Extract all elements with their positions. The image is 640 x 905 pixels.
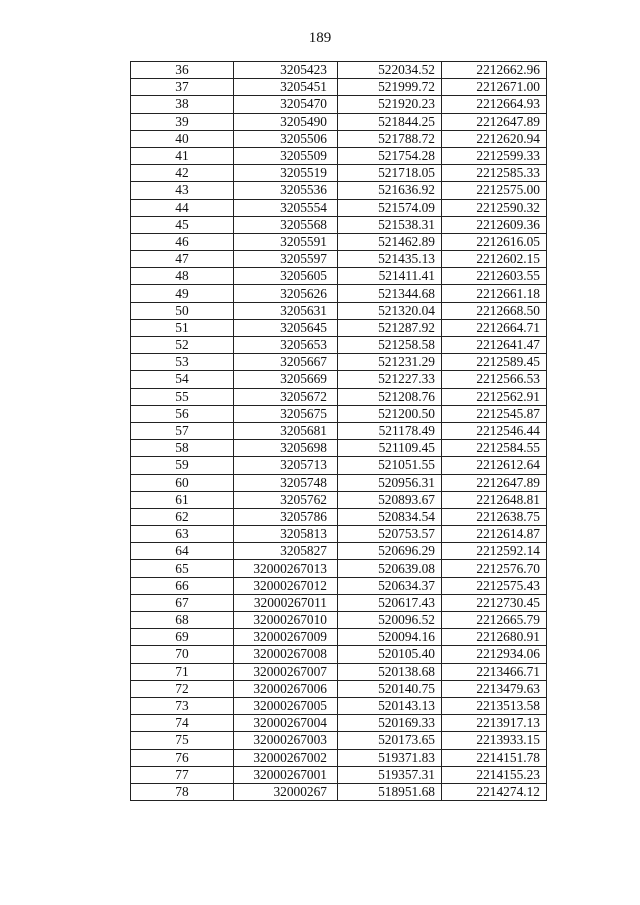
table-row: [131, 474, 547, 491]
point-code-cell: 3205669: [234, 371, 338, 388]
point-code-cell: 3205645: [234, 319, 338, 336]
table-row: [131, 663, 547, 680]
table-row: [131, 560, 547, 577]
table-row: [131, 96, 547, 113]
y-coordinate-cell: 2212603.55: [442, 268, 547, 285]
table-row: [131, 457, 547, 474]
y-coordinate-cell: 2212589.45: [442, 354, 547, 371]
point-number-cell: 55: [131, 388, 234, 405]
table-row: [131, 285, 547, 302]
point-number-cell: 76: [131, 749, 234, 766]
y-coordinate-cell: 2212665.79: [442, 612, 547, 629]
x-coordinate-cell: 519371.83: [338, 749, 442, 766]
point-number-cell: 45: [131, 216, 234, 233]
point-number-cell: 59: [131, 457, 234, 474]
point-number-cell: 47: [131, 251, 234, 268]
point-code-cell: 3205626: [234, 285, 338, 302]
point-number-cell: 54: [131, 371, 234, 388]
x-coordinate-cell: 520617.43: [338, 594, 442, 611]
point-code-cell: 3205672: [234, 388, 338, 405]
point-number-cell: 78: [131, 783, 234, 800]
point-number-cell: 60: [131, 474, 234, 491]
x-coordinate-cell: 520753.57: [338, 526, 442, 543]
y-coordinate-cell: 2212662.96: [442, 62, 547, 79]
point-code-cell: 3205605: [234, 268, 338, 285]
point-code-cell: 3205762: [234, 491, 338, 508]
table-row: [131, 612, 547, 629]
point-number-cell: 43: [131, 182, 234, 199]
x-coordinate-cell: 521999.72: [338, 79, 442, 96]
point-number-cell: 42: [131, 165, 234, 182]
point-number-cell: 62: [131, 508, 234, 525]
y-coordinate-cell: 2212668.50: [442, 302, 547, 319]
point-code-cell: 3205681: [234, 422, 338, 439]
point-code-cell: 3205536: [234, 182, 338, 199]
point-code-cell: 3205667: [234, 354, 338, 371]
y-coordinate-cell: 2212566.53: [442, 371, 547, 388]
point-code-cell: 3205827: [234, 543, 338, 560]
y-coordinate-cell: 2212575.00: [442, 182, 547, 199]
y-coordinate-cell: 2212620.94: [442, 130, 547, 147]
y-coordinate-cell: 2212546.44: [442, 422, 547, 439]
table-row: [131, 79, 547, 96]
y-coordinate-cell: 2212664.93: [442, 96, 547, 113]
point-number-cell: 67: [131, 594, 234, 611]
point-number-cell: 68: [131, 612, 234, 629]
point-code-cell: 32000267006: [234, 680, 338, 697]
y-coordinate-cell: 2213917.13: [442, 715, 547, 732]
y-coordinate-cell: 2212576.70: [442, 560, 547, 577]
point-number-cell: 37: [131, 79, 234, 96]
table-row: [131, 302, 547, 319]
table-row: [131, 130, 547, 147]
point-number-cell: 63: [131, 526, 234, 543]
y-coordinate-cell: 2213933.15: [442, 732, 547, 749]
point-code-cell: 3205519: [234, 165, 338, 182]
point-code-cell: 32000267010: [234, 612, 338, 629]
point-code-cell: 32000267004: [234, 715, 338, 732]
table-row: [131, 526, 547, 543]
y-coordinate-cell: 2212545.87: [442, 405, 547, 422]
y-coordinate-cell: 2212612.64: [442, 457, 547, 474]
x-coordinate-cell: 521636.92: [338, 182, 442, 199]
x-coordinate-cell: 521051.55: [338, 457, 442, 474]
y-coordinate-cell: 2214274.12: [442, 783, 547, 800]
table-row: [131, 354, 547, 371]
x-coordinate-cell: 521344.68: [338, 285, 442, 302]
table-row: [131, 216, 547, 233]
point-number-cell: 69: [131, 629, 234, 646]
coordinates-table: [130, 61, 547, 801]
table-row: [131, 233, 547, 250]
point-number-cell: 73: [131, 697, 234, 714]
point-code-cell: 3205506: [234, 130, 338, 147]
table-row: [131, 182, 547, 199]
table-row: [131, 508, 547, 525]
point-number-cell: 56: [131, 405, 234, 422]
y-coordinate-cell: 2213513.58: [442, 697, 547, 714]
point-code-cell: 3205653: [234, 337, 338, 354]
point-code-cell: 3205698: [234, 440, 338, 457]
x-coordinate-cell: 520138.68: [338, 663, 442, 680]
x-coordinate-cell: 520096.52: [338, 612, 442, 629]
y-coordinate-cell: 2212638.75: [442, 508, 547, 525]
point-number-cell: 36: [131, 62, 234, 79]
x-coordinate-cell: 520834.54: [338, 508, 442, 525]
x-coordinate-cell: 521411.41: [338, 268, 442, 285]
point-code-cell: 3205554: [234, 199, 338, 216]
y-coordinate-cell: 2214155.23: [442, 766, 547, 783]
point-number-cell: 49: [131, 285, 234, 302]
point-code-cell: 3205786: [234, 508, 338, 525]
y-coordinate-cell: 2212671.00: [442, 79, 547, 96]
x-coordinate-cell: 521788.72: [338, 130, 442, 147]
x-coordinate-cell: 521462.89: [338, 233, 442, 250]
y-coordinate-cell: 2212614.87: [442, 526, 547, 543]
table-row: [131, 440, 547, 457]
point-code-cell: 32000267009: [234, 629, 338, 646]
table-row: [131, 646, 547, 663]
table-row: [131, 165, 547, 182]
y-coordinate-cell: 2213479.63: [442, 680, 547, 697]
y-coordinate-cell: 2212575.43: [442, 577, 547, 594]
point-code-cell: 3205675: [234, 405, 338, 422]
point-number-cell: 74: [131, 715, 234, 732]
point-number-cell: 44: [131, 199, 234, 216]
point-number-cell: 71: [131, 663, 234, 680]
x-coordinate-cell: 521258.58: [338, 337, 442, 354]
point-number-cell: 40: [131, 130, 234, 147]
y-coordinate-cell: 2213466.71: [442, 663, 547, 680]
table-row: [131, 337, 547, 354]
y-coordinate-cell: 2212616.05: [442, 233, 547, 250]
x-coordinate-cell: 521435.13: [338, 251, 442, 268]
point-number-cell: 58: [131, 440, 234, 457]
y-coordinate-cell: 2212590.32: [442, 199, 547, 216]
point-code-cell: 3205631: [234, 302, 338, 319]
table-row: [131, 715, 547, 732]
table-row: [131, 371, 547, 388]
point-number-cell: 48: [131, 268, 234, 285]
x-coordinate-cell: 520956.31: [338, 474, 442, 491]
x-coordinate-cell: 521574.09: [338, 199, 442, 216]
coordinates-table-container: [130, 61, 547, 801]
point-number-cell: 53: [131, 354, 234, 371]
point-code-cell: 3205813: [234, 526, 338, 543]
x-coordinate-cell: 521178.49: [338, 422, 442, 439]
table-row: [131, 732, 547, 749]
point-number-cell: 77: [131, 766, 234, 783]
x-coordinate-cell: 520696.29: [338, 543, 442, 560]
x-coordinate-cell: 520169.33: [338, 715, 442, 732]
y-coordinate-cell: 2212664.71: [442, 319, 547, 336]
point-code-cell: 32000267007: [234, 663, 338, 680]
x-coordinate-cell: 521227.33: [338, 371, 442, 388]
point-number-cell: 51: [131, 319, 234, 336]
point-code-cell: 3205470: [234, 96, 338, 113]
y-coordinate-cell: 2212680.91: [442, 629, 547, 646]
point-number-cell: 41: [131, 147, 234, 164]
y-coordinate-cell: 2214151.78: [442, 749, 547, 766]
table-row: [131, 422, 547, 439]
table-row: [131, 783, 547, 800]
point-code-cell: 32000267: [234, 783, 338, 800]
point-code-cell: 32000267002: [234, 749, 338, 766]
table-row: [131, 766, 547, 783]
x-coordinate-cell: 520140.75: [338, 680, 442, 697]
point-number-cell: 39: [131, 113, 234, 130]
point-code-cell: 32000267011: [234, 594, 338, 611]
point-code-cell: 3205597: [234, 251, 338, 268]
point-code-cell: 3205451: [234, 79, 338, 96]
point-code-cell: 3205591: [234, 233, 338, 250]
point-number-cell: 46: [131, 233, 234, 250]
point-code-cell: 3205490: [234, 113, 338, 130]
point-code-cell: 32000267013: [234, 560, 338, 577]
x-coordinate-cell: 520173.65: [338, 732, 442, 749]
x-coordinate-cell: 521231.29: [338, 354, 442, 371]
point-number-cell: 57: [131, 422, 234, 439]
point-code-cell: 32000267003: [234, 732, 338, 749]
point-number-cell: 64: [131, 543, 234, 560]
y-coordinate-cell: 2212647.89: [442, 113, 547, 130]
table-row: [131, 697, 547, 714]
point-code-cell: 3205748: [234, 474, 338, 491]
x-coordinate-cell: 518951.68: [338, 783, 442, 800]
x-coordinate-cell: 521754.28: [338, 147, 442, 164]
point-number-cell: 52: [131, 337, 234, 354]
point-code-cell: 32000267012: [234, 577, 338, 594]
y-coordinate-cell: 2212934.06: [442, 646, 547, 663]
x-coordinate-cell: 521287.92: [338, 319, 442, 336]
point-code-cell: 3205568: [234, 216, 338, 233]
x-coordinate-cell: 520639.08: [338, 560, 442, 577]
coordinates-table-body: [131, 62, 547, 801]
y-coordinate-cell: 2212648.81: [442, 491, 547, 508]
table-row: [131, 319, 547, 336]
x-coordinate-cell: 520893.67: [338, 491, 442, 508]
y-coordinate-cell: 2212592.14: [442, 543, 547, 560]
y-coordinate-cell: 2212585.33: [442, 165, 547, 182]
x-coordinate-cell: 521718.05: [338, 165, 442, 182]
x-coordinate-cell: 522034.52: [338, 62, 442, 79]
point-code-cell: 32000267005: [234, 697, 338, 714]
table-row: [131, 405, 547, 422]
table-row: [131, 251, 547, 268]
table-row: [131, 147, 547, 164]
page-number: 189: [308, 30, 332, 46]
x-coordinate-cell: 520094.16: [338, 629, 442, 646]
x-coordinate-cell: 521538.31: [338, 216, 442, 233]
y-coordinate-cell: 2212562.91: [442, 388, 547, 405]
x-coordinate-cell: 519357.31: [338, 766, 442, 783]
point-code-cell: 3205509: [234, 147, 338, 164]
y-coordinate-cell: 2212647.89: [442, 474, 547, 491]
point-number-cell: 66: [131, 577, 234, 594]
x-coordinate-cell: 521920.23: [338, 96, 442, 113]
point-code-cell: 3205423: [234, 62, 338, 79]
x-coordinate-cell: 521844.25: [338, 113, 442, 130]
table-row: [131, 749, 547, 766]
y-coordinate-cell: 2212584.55: [442, 440, 547, 457]
x-coordinate-cell: 521200.50: [338, 405, 442, 422]
point-code-cell: 32000267008: [234, 646, 338, 663]
x-coordinate-cell: 521320.04: [338, 302, 442, 319]
y-coordinate-cell: 2212599.33: [442, 147, 547, 164]
table-row: [131, 62, 547, 79]
table-row: [131, 629, 547, 646]
point-number-cell: 75: [131, 732, 234, 749]
table-row: [131, 491, 547, 508]
table-row: [131, 113, 547, 130]
table-row: [131, 594, 547, 611]
x-coordinate-cell: 521208.76: [338, 388, 442, 405]
y-coordinate-cell: 2212602.15: [442, 251, 547, 268]
x-coordinate-cell: 520105.40: [338, 646, 442, 663]
table-row: [131, 577, 547, 594]
table-row: [131, 268, 547, 285]
x-coordinate-cell: 521109.45: [338, 440, 442, 457]
point-number-cell: 65: [131, 560, 234, 577]
point-number-cell: 38: [131, 96, 234, 113]
y-coordinate-cell: 2212609.36: [442, 216, 547, 233]
point-number-cell: 72: [131, 680, 234, 697]
x-coordinate-cell: 520634.37: [338, 577, 442, 594]
point-number-cell: 70: [131, 646, 234, 663]
y-coordinate-cell: 2212661.18: [442, 285, 547, 302]
table-row: [131, 199, 547, 216]
x-coordinate-cell: 520143.13: [338, 697, 442, 714]
point-number-cell: 61: [131, 491, 234, 508]
point-number-cell: 50: [131, 302, 234, 319]
point-code-cell: 32000267001: [234, 766, 338, 783]
table-row: [131, 680, 547, 697]
table-row: [131, 388, 547, 405]
point-code-cell: 3205713: [234, 457, 338, 474]
y-coordinate-cell: 2212730.45: [442, 594, 547, 611]
y-coordinate-cell: 2212641.47: [442, 337, 547, 354]
table-row: [131, 543, 547, 560]
